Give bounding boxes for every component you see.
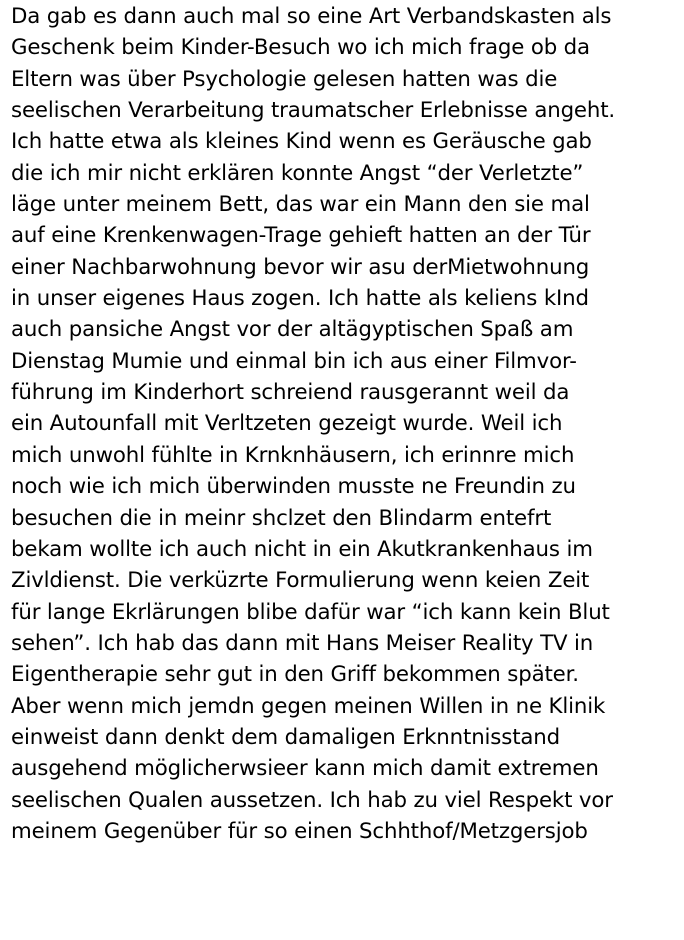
text-line: in unser eigenes Haus zogen. Ich hatte als keliens kInd: [11, 286, 589, 312]
text-line: auf eine Krenkenwagen-Trage gehieft hatten an der Tür: [11, 223, 591, 249]
text-line: für lange Ekrlärungen blibe dafür war “ich kann kein Blut: [11, 599, 610, 625]
body-text: [11, 1, 683, 847]
text-line: die ich mir nicht erklären konnte Angst “der Verletzte”: [11, 160, 584, 186]
text-line: ausgehend möglicherwsieer kann mich damit extremen: [11, 756, 599, 782]
text-line: läge unter meinem Bett, das war ein Mann den sie mal: [11, 192, 590, 218]
text-line: noch wie ich mich überwinden musste ne Freundin zu: [11, 474, 576, 500]
text-line: Ich hatte etwa als kleines Kind wenn es Geräusche gab: [11, 129, 592, 155]
text-line: meinem Gegenüber für so einen Schhthof/Metzgersjob: [11, 818, 588, 844]
text-line: Eltern was über Psychologie gelesen hatten was die: [11, 66, 558, 92]
text-line: mich unwohl fühlte in Krnknhäusern, ich erinnre mich: [11, 442, 575, 468]
text-line: bekam wollte ich auch nicht in ein Akutkrankenhaus im: [11, 536, 593, 562]
text-line: einweist dann denkt dem damaligen Erknntnisstand: [11, 724, 561, 750]
text-line: Aber wenn mich jemdn gegen meinen Willen in ne Klinik: [11, 693, 606, 719]
text-line: Da gab es dann auch mal so eine Art Verbandskasten als: [11, 4, 612, 29]
text-line: ein Autounfall mit Verltzeten gezeigt wurde. Weil ich: [11, 411, 563, 437]
text-line: führung im Kinderhort schreiend rausgerannt weil da: [11, 380, 570, 406]
text-line: Dienstag Mumie und einmal bin ich aus einer Filmvor-: [11, 348, 577, 374]
text-line: besuchen die in meinr shclzet den Blindarm entefrt: [11, 505, 552, 531]
text-line: Zivldienst. Die verküzrte Formulierung wenn keien Zeit: [11, 568, 590, 594]
text-line: auch pansiche Angst vor der altägyptischen Spaß am: [11, 317, 574, 343]
text-line: Eigentherapie sehr gut in den Griff bekommen später.: [11, 662, 579, 688]
text-line: seelischen Verarbeitung traumatscher Erlebnisse angeht.: [11, 98, 616, 124]
text-line: einer Nachbarwohnung bevor wir asu derMietwohnung: [11, 254, 590, 280]
text-line: seelischen Qualen aussetzen. Ich hab zu viel Respekt vor: [11, 787, 613, 813]
text-line: Geschenk beim Kinder-Besuch wo ich mich frage ob da: [11, 35, 590, 61]
text-line: sehen”. Ich hab das dann mit Hans Meiser Reality TV in: [11, 630, 594, 656]
